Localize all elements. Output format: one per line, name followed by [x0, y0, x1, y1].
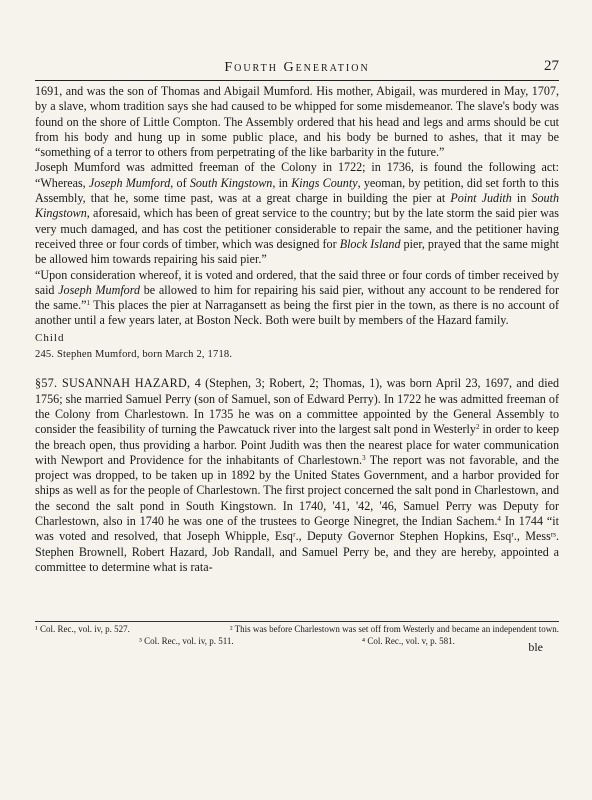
footnote-2: ² This was before Charlestown was set off from Westerly and became an independent town. [229, 624, 559, 634]
section-57 [35, 376, 559, 575]
text-run: , in [272, 175, 292, 190]
body-text [35, 84, 559, 575]
section-title: §57. SUSANNAH HAZARD, [35, 376, 191, 391]
text-run: “Upon consideration whereof, it is voted and ordered, that the said three or four cords of timber received by said [35, 267, 559, 297]
footnote-row [35, 636, 559, 648]
text-run: This places the pier at Narragansett as being the first pier in the town, as there is no account of another until a few years later, at Boston Neck. Both were built by members of the Hazard family. [35, 298, 559, 328]
text-run: , of [170, 175, 190, 190]
italic-place: Block Island [339, 236, 401, 251]
text-run: Joseph Mumford was admitted freeman of the Colony in 1722; in 1736, is found the following act: “Whereas, [35, 160, 559, 190]
text-run: 4 (Stephen, 3; Robert, 2; Thomas, 1), was born April 23, 1697, and died 1756; she married Samuel Perry (son of Samuel, son of Edward Perry). In 1722 he was admitted freeman of the Colony from Charlestown. In 1735 he was on a committee appointed by the General Assembly to consider the feasibility of turning the Pawcatuck river into the largest salt pond in Westerly [35, 376, 559, 437]
footnote-ref: 3 [362, 453, 366, 462]
running-header [35, 58, 559, 81]
catchword: ble [528, 640, 543, 654]
text-run: In 1744 “it was voted and resolved, that Joseph Whipple, Esqʳ., Deputy Governor Stephen Hopkins, Esqʳ., Messʳˢ. Stephen Brownell, Robert Hazard, Job Randall, and Samuel Perry be, and they are hereby, appointed a committee to determine what is rata- [35, 514, 559, 574]
footnote-4: ⁴ Col. Rec., vol. v, p. 581. [362, 635, 455, 646]
italic-place: South Kingstown [189, 175, 273, 190]
footnote-3: ³ Col. Rec., vol. iv, p. 511. [139, 635, 234, 646]
child-entry: 245. Stephen Mumford, born March 2, 1718. [35, 349, 233, 361]
footnote-ref: 2 [475, 423, 480, 432]
text-run: The report was not favorable, and the project was dropped, to be taken up in 1892 by the United States Government, and a harbor provided for ships as well as for the people of Charlestown. The first project concerned the salt pond in Charlestown, and the second the salt pond in South Kingstown. In 1740, '41, '42, '46, Samuel Perry was Deputy for Charlestown, also in 1740 he was one of the trustees to George Ninegret, the Indian Sachem. [35, 452, 559, 529]
text-run: be allowed to him for repairing his said pier, without any account to be rendered for the same.” [35, 282, 559, 313]
text-run: , aforesaid, which has been of great service to the country; but by the late storm the said pier was very much damaged, and has cost the petitioner considerable to repair the same, and the petitioner having received three or four cords of timber, which was designed for [35, 206, 559, 251]
italic-place: Point Judith [450, 191, 512, 206]
running-title: Fourth Generation [224, 60, 370, 75]
footnote-ref: 1 [86, 299, 91, 308]
page-number: 27 [544, 58, 559, 74]
footnotes [35, 621, 559, 647]
footnote-row [35, 624, 559, 636]
paragraph-murder-account: 1691, and was the son of Thomas and Abigail Mumford. His mother, Abigail, was murdered in May, 1707, by a slave, whom tradition says she had caused to be whipped for some misdemeanor. The slave's body was found on the shore of Little Compton. The Assembly ordered that his head and legs and arms should be cut from his body and hung up in some public place, and his body be burned to ashes, that it may be “something of a terror to others from perpetrating of the like barbarity in the future.” [35, 84, 559, 160]
text-run: in [511, 191, 532, 206]
text-run: pier, prayed that the same might be allowed him towards repairing his said pier.” [35, 236, 559, 267]
text-run: in order to keep the breach open, thus providing a harbor. Point Judith was then the nearest place for water communication with Newport and Providence for the inhabitants of Charlestown. [35, 422, 559, 467]
italic-place: Kings County [291, 175, 358, 190]
section-spacer [35, 362, 559, 376]
text-run: , yeoman, by petition, did set forth to this Assembly, that he, some time past, was at a great charge in building the pier at [35, 175, 559, 206]
child-heading: Child [35, 331, 65, 344]
italic-place: South Kingstown [35, 191, 559, 221]
paragraph-freeman-act [35, 160, 559, 267]
paragraph-resolution [35, 268, 559, 329]
italic-name: Joseph Mumford [58, 282, 141, 297]
footnote-ref: 4 [497, 515, 501, 524]
italic-name: Joseph Mumford [88, 175, 171, 190]
footnote-1: ¹ Col. Rec., vol. iv, p. 527. [35, 624, 130, 634]
